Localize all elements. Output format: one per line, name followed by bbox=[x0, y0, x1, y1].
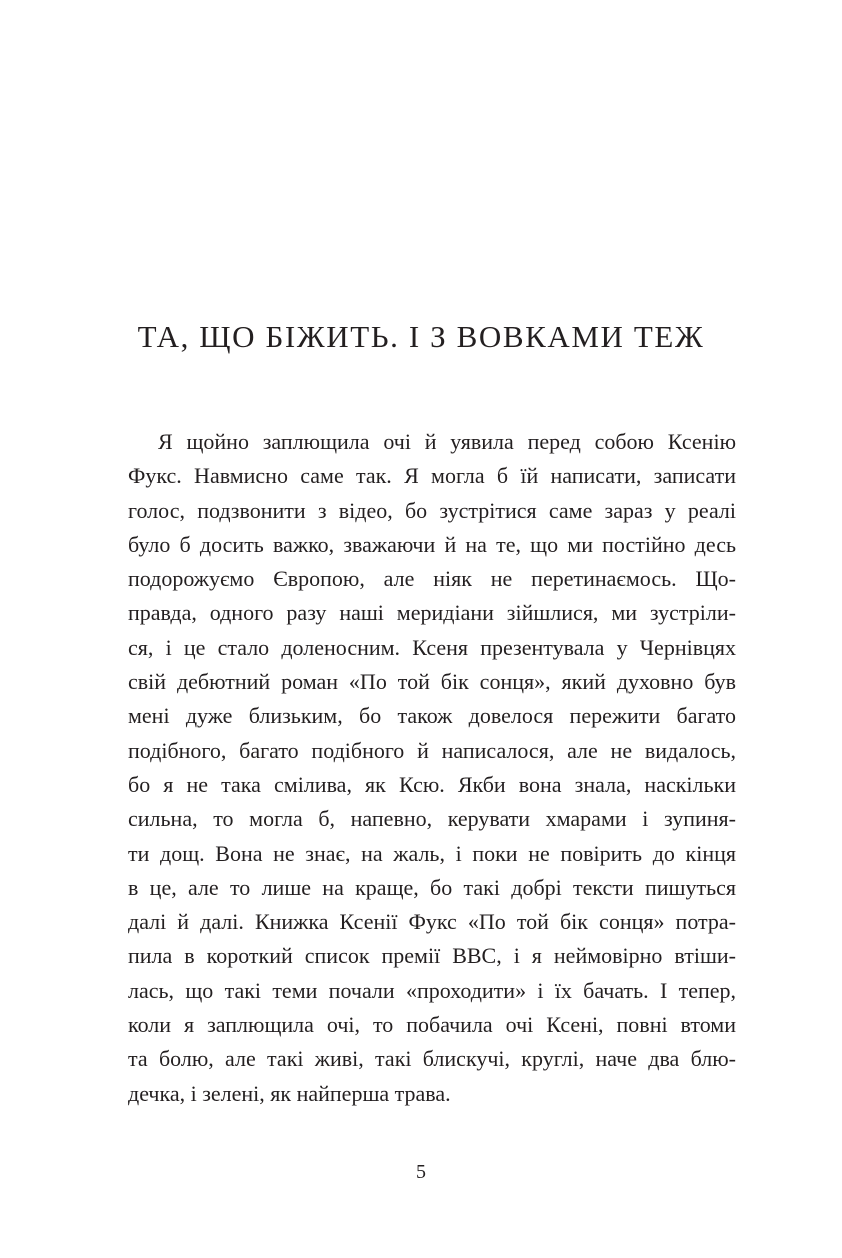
text-line: подібного, багато подібного й написалося, але не видалось, bbox=[128, 737, 736, 763]
text-line: коли я заплющила очі, то побачила очі Ксені, повні втоми bbox=[128, 1012, 736, 1038]
text-line: ти дощ. Вона не знає, на жаль, і поки не повірить до кінця bbox=[128, 840, 736, 866]
text-line: свій дебютний роман «По той бік сонця», який духовно був bbox=[128, 669, 736, 695]
text-line: Фукс. Навмисно саме так. Я могла б їй написати, записати bbox=[128, 463, 736, 489]
text-line: дечка, і зелені, як найперша трава. bbox=[128, 1080, 451, 1106]
body-paragraph bbox=[128, 425, 736, 1111]
text-line: подорожуємо Європою, але ніяк не перетинаємось. Що- bbox=[128, 566, 736, 592]
text-line: лась, що такі теми почали «проходити» і їх бачать. І тепер, bbox=[128, 977, 736, 1003]
text-line: в це, але то лише на краще, бо такі добрі тексти пишуться bbox=[128, 874, 736, 900]
text-line: пила в короткий список премії BBC, і я неймовірно втіши- bbox=[128, 943, 736, 969]
text-line: далі й далі. Книжка Ксенії Фукс «По той бік сонця» потра- bbox=[128, 909, 736, 935]
text-line: та болю, але такі живі, такі блискучі, круглі, наче два блю- bbox=[128, 1046, 736, 1072]
text-line: голос, подзвонити з відео, бо зустрітися саме зараз у реалі bbox=[128, 497, 736, 523]
text-line: сильна, то могла б, напевно, керувати хмарами і зупиня- bbox=[128, 806, 736, 832]
text-line: мені дуже близьким, бо також довелося пережити багато bbox=[128, 703, 736, 729]
text-line: було б досить важко, зважаючи й на те, що ми постійно десь bbox=[128, 531, 736, 557]
page-number: 5 bbox=[416, 1161, 426, 1183]
text-line: ся, і це стало доленосним. Ксеня презентувала у Чернівцях bbox=[128, 634, 736, 660]
chapter-title: ТА, ЩО БІЖИТЬ. І З ВОВКАМИ ТЕЖ bbox=[137, 319, 705, 354]
text-line: правда, одного разу наші меридіани зійшлися, ми зустріли- bbox=[128, 600, 736, 626]
text-line: бо я не така смілива, як Ксю. Якби вона знала, наскільки bbox=[128, 771, 736, 797]
text-line: Я щойно заплющила очі й уявила перед собою Ксенію bbox=[158, 429, 736, 454]
